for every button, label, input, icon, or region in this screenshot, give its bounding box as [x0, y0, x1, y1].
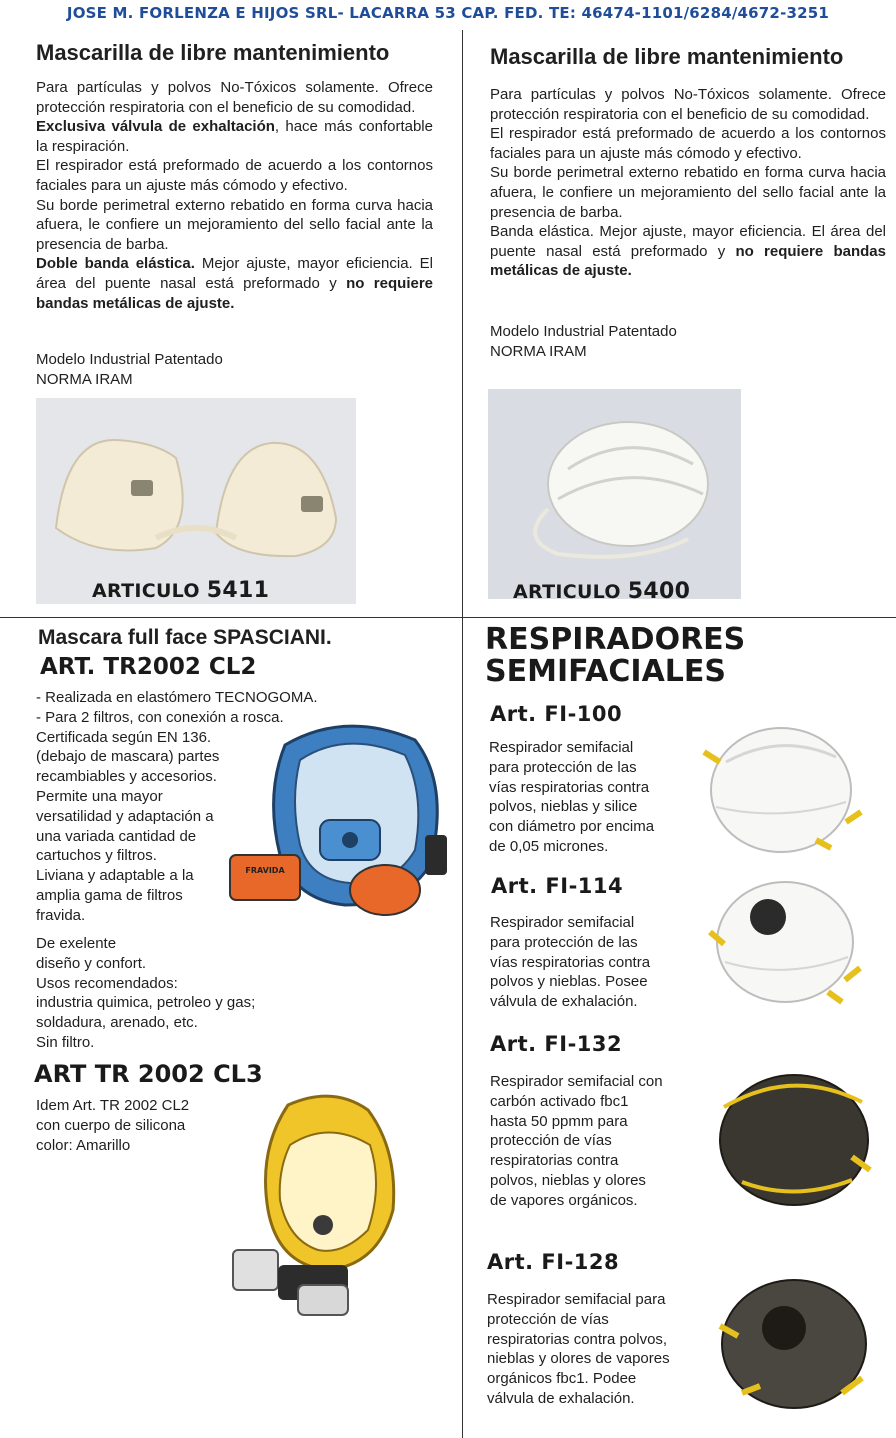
section-title: RESPIRADORES SEMIFACIALES [485, 622, 746, 689]
model-info-5400: Modelo Industrial Patentado NORMA IRAM [490, 323, 677, 360]
art-fi-128-description: Respirador semifacial para protección de vías respiratorias contra polvos, nieblas y olores de vapores orgánicos fbc1. Podee válvula de exhalación. [487, 1291, 670, 1407]
company-header: JOSE M. FORLENZA E HIJOS SRL- LACARRA 53 CAP. FED. TE: 46474-1101/6284/4672-3251 [66, 4, 830, 22]
art-fi-132-title: Art. FI-132 [490, 1032, 623, 1056]
cl2-features: - Realizada en elastómero TECNOGOMA. - Para 2 filtros, con conexión a rosca. Certificada según EN 136. (debajo de mascara) partes recambiables y accesorios. Permite una mayor versatilidad y adaptación a una variada cantidad de cartuchos y filtros. Liviana y adaptable a la amplia gama de filtros fravida. [36, 689, 318, 924]
cl2-usage: De exelente diseño y confort. Usos recomendados: industria quimica, petroleo y gas; soldadura, arenado, etc. Sin filtro. [36, 935, 256, 1051]
vertical-divider [462, 30, 463, 1438]
art-fi-132-description: Respirador semifacial con carbón activado fbc1 hasta 50 ppmm para protección de vías respiratorias contra polvos, nieblas y olores de vapores orgánicos. [490, 1073, 663, 1209]
cl3-description: Idem Art. TR 2002 CL2 con cuerpo de silicona color: Amarillo [36, 1097, 190, 1154]
product-title-5411: Mascarilla de libre mantenimiento [36, 40, 390, 65]
filter-brand-label: FRAVIDA [245, 866, 285, 875]
art-fi-100-description: Respirador semifacial para protección de las vías respiratorias contra polvos, nieblas y silice con diámetro por encima de 0,05 micrones. [489, 739, 655, 855]
art-fi-114-description: Respirador semifacial para protección de las vías respiratorias contra polvos y nieblas. Posee válvula de exhalación. [490, 914, 651, 1011]
model-info-5411: Modelo Industrial Patentado NORMA IRAM [36, 351, 223, 388]
desc-para: Exclusiva válvula de exhaltación, hace más confortable la respiración. [36, 118, 433, 155]
mask-pair-illustration [36, 398, 356, 604]
cup-mask-illustration [488, 389, 741, 599]
art-fi-128-title: Art. FI-128 [487, 1250, 620, 1274]
tr2002-cl3-title: ART TR 2002 CL3 [34, 1060, 263, 1088]
full-face-mask-blue-image [225, 715, 455, 920]
article-label-5411: ARTICULO 5411 [92, 578, 270, 603]
horizontal-divider [0, 617, 896, 618]
art-fi-114-title: Art. FI-114 [491, 874, 624, 898]
respirator-fi-132-image [712, 1062, 874, 1212]
desc-para: El respirador está preformado de acuerdo a los contornos faciales para un ajuste más cómodo y efectivo. [36, 157, 433, 194]
art-fi-100-title: Art. FI-100 [490, 702, 623, 726]
product-photo-5400 [488, 389, 741, 599]
product-description-5400: Para partículas y polvos No-Tóxicos solamente. Ofrece protección respiratoria con el beneficio de su comodidad. El respirador está preformado de acuerdo a los contornos faciales para un ajuste más cómodo y efectivo. Su borde perimetral externo rebatido en forma curva hacia afuera, le confiere un mejoramiento del sello facial ante la presencia de barba. Banda elástica. Mejor ajuste, mayor eficiencia. El área del puente nasal está preformado y no requiere bandas metálicas de ajuste. [490, 86, 886, 280]
full-face-mask-yellow-image [218, 1090, 418, 1320]
respirator-fi-114-image [700, 862, 868, 1012]
desc-para: Para partículas y polvos No-Tóxicos solamente. Ofrece protección respiratoria con el beneficio de su comodidad. [36, 79, 433, 116]
article-label-5400: ARTICULO 5400 [513, 579, 691, 604]
desc-para: Su borde perimetral externo rebatido en forma curva hacia afuera, le confiere un mejoramiento del sello facial ante la presencia de barba. [36, 196, 433, 253]
product-description-5411 [36, 78, 433, 313]
spasciani-title: Mascara full face SPASCIANI. [38, 626, 332, 649]
respirator-fi-100-image [696, 712, 866, 862]
respirator-fi-128-image [712, 1268, 874, 1416]
product-photo-5411 [36, 398, 356, 604]
product-title-5400: Mascarilla de libre mantenimiento [490, 44, 844, 69]
desc-para: Doble banda elástica. Mejor ajuste, mayor eficiencia. El área del puente nasal está preformado y no requiere bandas metálicas de ajuste. [36, 255, 434, 312]
tr2002-cl2-title: ART. TR2002 CL2 [40, 654, 257, 680]
